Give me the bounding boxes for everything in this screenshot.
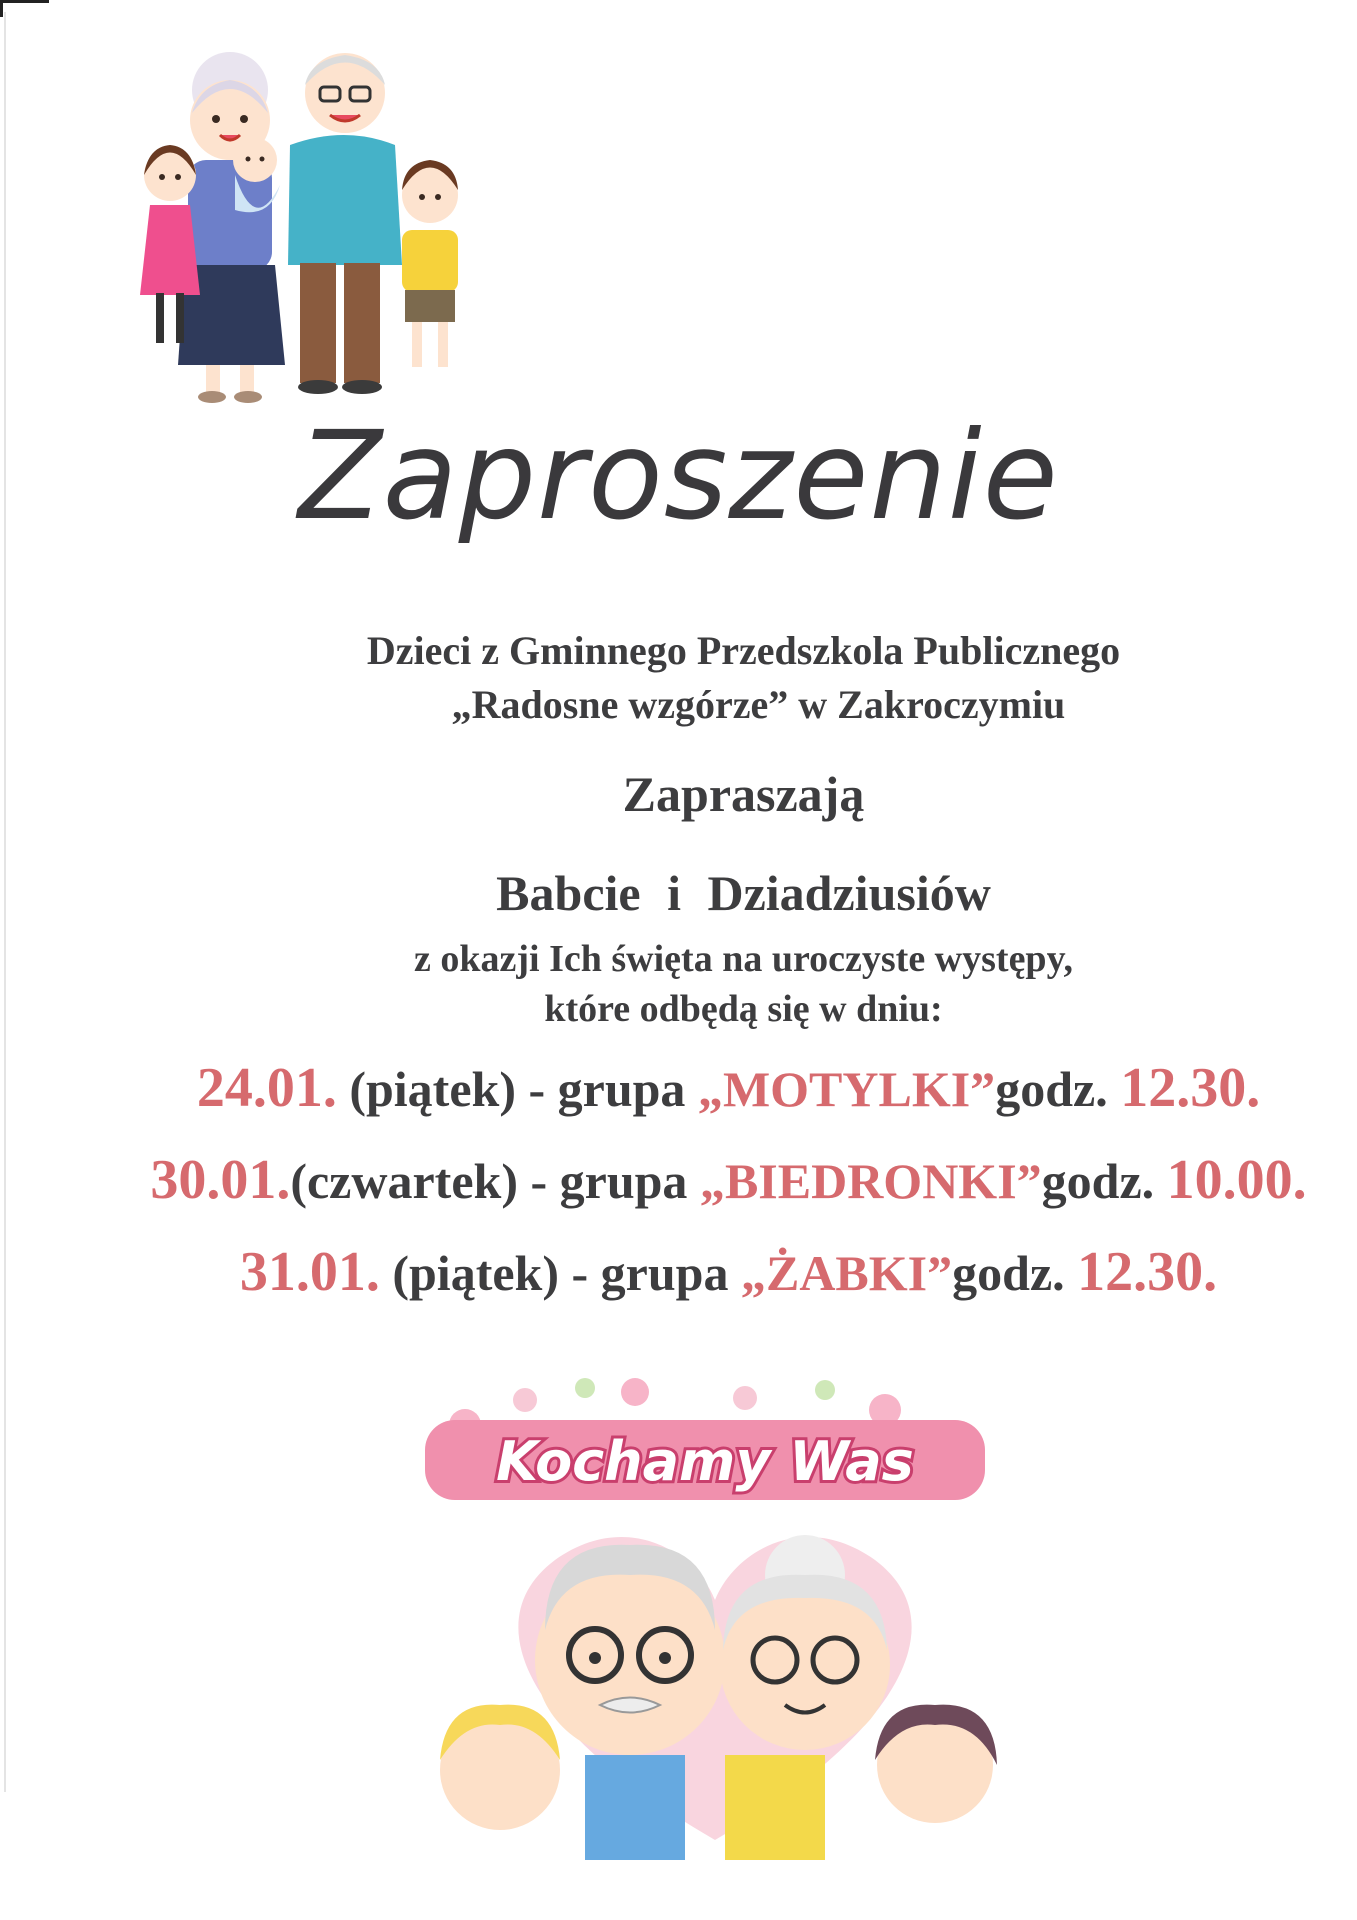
family-illustration (140, 35, 500, 405)
schedule-time-word: godz. (1041, 1153, 1167, 1209)
guests-heading: Babcie i Dziadziusiów (496, 865, 991, 921)
page-title: Zaproszenie (298, 405, 1059, 547)
schedule-group: „ŻABKI” (740, 1245, 953, 1301)
schedule-time-word: godz. (995, 1061, 1121, 1117)
boy-figure (402, 160, 458, 367)
schedule-row (0, 1058, 1357, 1120)
invite-heading: Zapraszają (622, 766, 865, 822)
schedule-group-word: grupa (557, 1061, 698, 1117)
schedule-day: (czwartek) (290, 1153, 531, 1209)
occasion-line-1: z okazji Ich święta na uroczyste występy, (414, 938, 1073, 980)
schedule-group: „BIEDRONKI” (699, 1153, 1042, 1209)
schedule-group-word: grupa (559, 1153, 700, 1209)
schedule-time: 12.30. (1077, 1241, 1218, 1303)
schedule-day: (piątek) (379, 1245, 572, 1301)
schedule-date: 24.01. (196, 1057, 337, 1119)
kochamy-was-illustration (405, 1370, 1025, 1860)
grandma-figure (178, 52, 285, 403)
schedule-dash: - (530, 1153, 560, 1209)
schedule-date: 30.01. (150, 1149, 291, 1211)
schedule-day: (piątek) (336, 1061, 529, 1117)
scan-corner-mark (0, 0, 49, 17)
occasion-line-2: które odbędą się w dniu: (544, 988, 943, 1030)
schedule-date: 31.01. (239, 1241, 380, 1303)
schedule-dash: - (528, 1061, 558, 1117)
schedule-time: 10.00. (1166, 1149, 1307, 1211)
schedule-dash: - (571, 1245, 601, 1301)
intro-line-1: Dzieci z Gminnego Przedszkola Publicznego (366, 628, 1121, 673)
grandpa-figure (288, 53, 402, 394)
schedule-group-word: grupa (600, 1245, 741, 1301)
grandpa-face (535, 1545, 725, 1755)
schedule-time-word: godz. (952, 1245, 1078, 1301)
banner-text: Kochamy Was (496, 1430, 914, 1493)
schedule-time: 12.30. (1120, 1057, 1261, 1119)
schedule-group: „MOTYLKI” (697, 1061, 996, 1117)
schedule-row (0, 1150, 1357, 1212)
schedule-row (0, 1242, 1357, 1304)
intro-line-2: „Radosne wzgórze” w Zakroczymiu (451, 682, 1066, 727)
